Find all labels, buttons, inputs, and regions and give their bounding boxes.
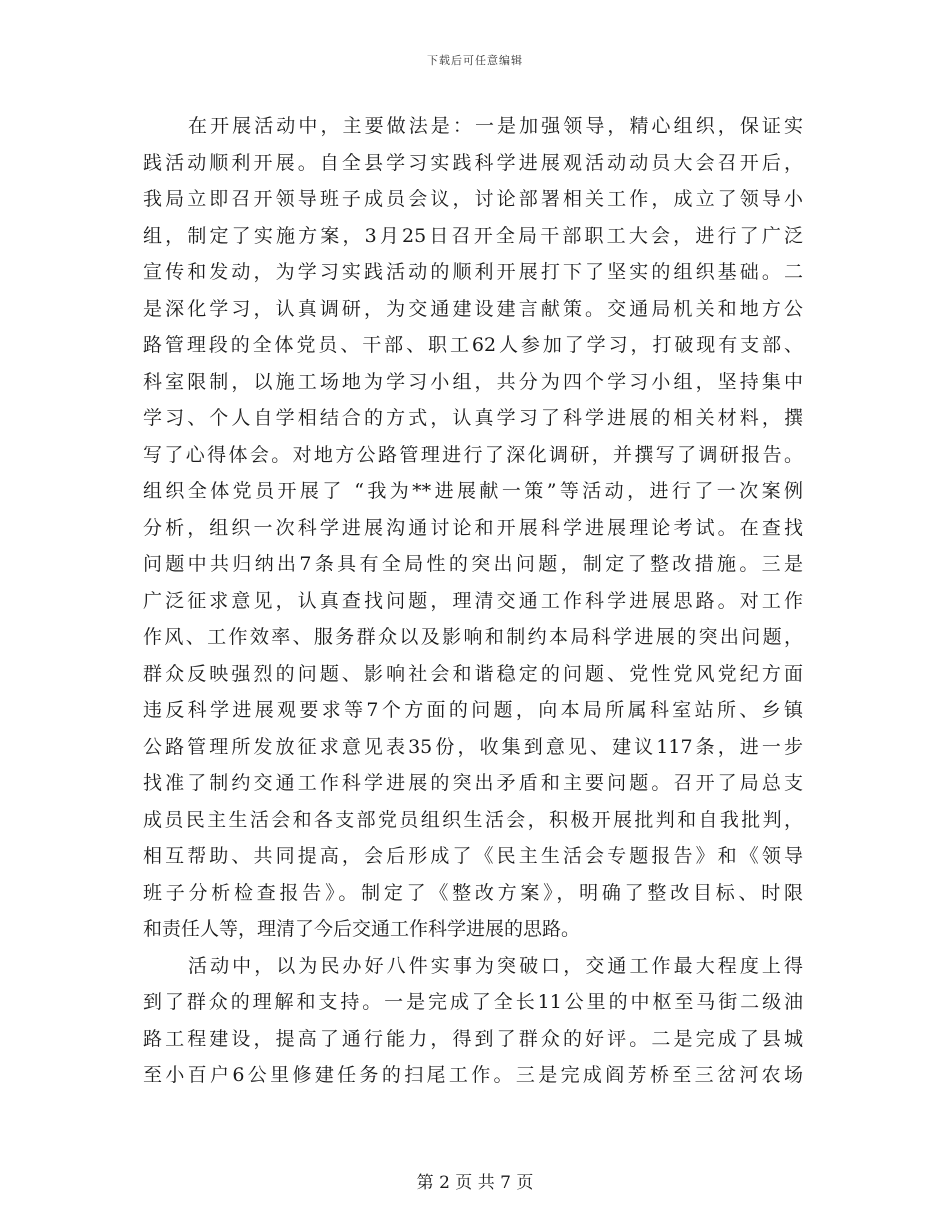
paragraph-1-line-18: 公路管理所发放征求意见表35份，收集到意见、建议117条，进一步 bbox=[143, 735, 803, 758]
paragraph-1-line-12: 分析，组织一次科学进展沟通讨论和开展科学进展理论考试。在查找 bbox=[143, 516, 803, 539]
paragraph-1-line-4: 组，制定了实施方案，3月25日召开全局干部职工大会，进行了广泛 bbox=[143, 224, 803, 247]
paragraph-1-line-13: 问题中共归纳出7条具有全局性的突出问题，制定了整改措施。三是 bbox=[143, 553, 803, 575]
document-body bbox=[143, 108, 803, 1094]
paragraph-1-line-19: 找准了制约交通工作科学进展的突出矛盾和主要问题。召开了局总支 bbox=[143, 772, 803, 794]
paragraph-1-line-5: 宣传和发动，为学习实践活动的顺利开展打下了坚实的组织基础。二 bbox=[143, 261, 803, 283]
page-number-footer: 第 2 页 共 7 页 bbox=[416, 1173, 534, 1193]
paragraph-2-line-4: 至小百户6公里修建任务的扫尾工作。三是完成阎芳桥至三岔河农场 bbox=[143, 1064, 803, 1086]
paragraph-1-line-8: 科室限制，以施工场地为学习小组，共分为四个学习小组，坚持集中 bbox=[143, 370, 803, 393]
paragraph-1-line-21: 相互帮助、共同提高，会后形成了《民主生活会专题报告》和《领导 bbox=[143, 845, 803, 867]
paragraph-1-line-20: 成员民主生活会和各支部党员组织生活会，积极开展批判和自我批判， bbox=[143, 808, 803, 831]
paragraph-1-line-7: 路管理段的全体党员、干部、职工62人参加了学习，打破现有支部、 bbox=[143, 334, 803, 356]
paragraph-1-line-9: 学习、个人自学相结合的方式，认真学习了科学进展的相关材料，撰 bbox=[143, 407, 803, 429]
paragraph-1-line-22: 班子分析检查报告》。制定了《整改方案》，明确了整改目标、时限 bbox=[143, 881, 803, 904]
paragraph-2-line-1: 活动中，以为民办好八件实事为突破口，交通工作最大程度上得 bbox=[188, 954, 803, 977]
paragraph-1-line-17: 违反科学进展观要求等7个方面的问题，向本局所属科室站所、乡镇 bbox=[143, 699, 803, 721]
paragraph-2-line-2: 到了群众的理解和支持。一是完成了全长11公里的中枢至马街二级油 bbox=[143, 991, 803, 1013]
paragraph-1-line-10: 写了心得体会。对地方公路管理进行了深化调研，并撰写了调研报告。 bbox=[143, 443, 803, 466]
page-header: 下载后可任意编辑 bbox=[427, 54, 523, 67]
paragraph-2-line-3: 路工程建设，提高了通行能力，得到了群众的好评。二是完成了县城 bbox=[143, 1027, 803, 1050]
paragraph-1-line-2: 践活动顺利开展。自全县学习实践科学进展观活动动员大会召开后， bbox=[143, 151, 803, 174]
paragraph-1-line-15: 作风、工作效率、服务群众以及影响和制约本局科学进展的突出问题， bbox=[143, 626, 803, 648]
paragraph-1-line-1: 在开展活动中，主要做法是：一是加强领导，精心组织，保证实 bbox=[188, 115, 803, 137]
paragraph-1-line-16: 群众反映强烈的问题、影响社会和谐稳定的问题、党性党风党纪方面 bbox=[143, 662, 803, 685]
paragraph-1-line-6: 是深化学习，认真调研，为交通建设建言献策。交通局机关和地方公 bbox=[143, 297, 803, 320]
paragraph-1-line-3: 我局立即召开领导班子成员会议，讨论部署相关工作，成立了领导小 bbox=[143, 188, 803, 210]
paragraph-1-line-14: 广泛征求意见，认真查找问题，理清交通工作科学进展思路。对工作 bbox=[143, 589, 803, 612]
paragraph-1-line-11: 组织全体党员开展了 “我为**进展献一策”等活动，进行了一次案例 bbox=[143, 480, 803, 502]
paragraph-1-line-23: 和责任人等，理清了今后交通工作科学进展的思路。 bbox=[143, 918, 581, 940]
